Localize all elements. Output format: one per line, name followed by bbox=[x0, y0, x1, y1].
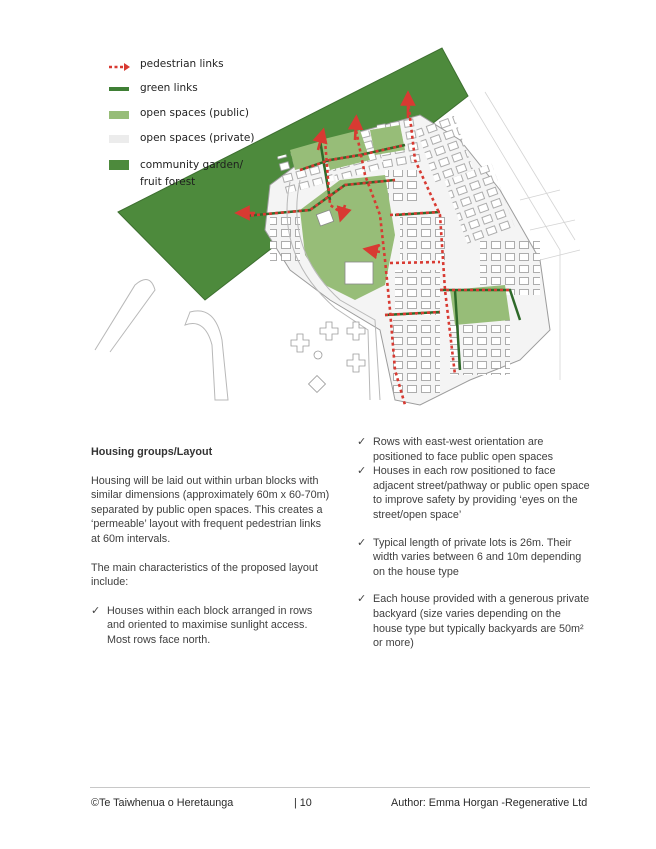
legend-swatches bbox=[109, 63, 130, 170]
section-heading: Housing groups/Layout bbox=[91, 446, 213, 458]
legend-green-links: green links bbox=[140, 82, 198, 94]
bullet-text: Houses within each block arranged in rows and oriented to maximise sunlight access. Most rows face north. bbox=[107, 604, 313, 646]
bullet-text: Typical length of private lots is 26m. Their width varies between 6 and 10m depending on the house type bbox=[373, 536, 582, 578]
site-plan-illustration bbox=[0, 0, 656, 420]
legend-fruit-forest: fruit forest bbox=[140, 176, 196, 188]
legend-pedestrian-links: pedestrian links bbox=[140, 58, 224, 70]
bullet-text: Rows with east-west orientation are positioned to face public open spaces bbox=[373, 436, 554, 463]
checkmark-icon: ✓ bbox=[357, 593, 367, 606]
characteristics-paragraph: The main characteristics of the proposed layout include: bbox=[91, 561, 318, 589]
footer-page-number: | 10 bbox=[294, 797, 312, 809]
bullet-item bbox=[357, 536, 592, 580]
checkmark-icon: ✓ bbox=[357, 436, 367, 448]
bullet-text: Each house provided with a generous private backyard (size varies depending on the house type but typically backyards are 50m² or more) bbox=[373, 593, 590, 650]
legend-community-garden: community garden/ bbox=[140, 159, 244, 171]
bullet-item bbox=[357, 435, 592, 464]
right-column bbox=[357, 435, 592, 651]
left-column bbox=[91, 445, 331, 648]
legend-open-spaces-private: open spaces (private) bbox=[140, 132, 255, 144]
bullet-item bbox=[357, 592, 592, 650]
cross-house-shapes bbox=[291, 322, 365, 392]
bullet-item bbox=[91, 604, 331, 648]
footer-author: Author: Emma Horgan -Regenerative Ltd bbox=[391, 797, 588, 809]
bullet-item bbox=[357, 464, 592, 522]
checkmark-icon: ✓ bbox=[91, 604, 101, 617]
checkmark-icon: ✓ bbox=[357, 465, 367, 478]
bullet-text: Houses in each row positioned to face adjacent street/pathway or public open space to improve safety by providing ‘eyes on the street/open space’ bbox=[373, 465, 590, 521]
footer-copyright: ©Te Taiwhenua o Heretaunga bbox=[91, 797, 234, 809]
footer-divider bbox=[90, 787, 590, 788]
checkmark-icon: ✓ bbox=[357, 536, 367, 549]
legend-open-spaces-public: open spaces (public) bbox=[140, 107, 249, 119]
intro-paragraph: Housing will be laid out within urban blocks with similar dimensions (approximately 60m x 60-70m) separated by public open spaces. This creates a ‘permeable’ layout with frequent pedestrian links at 60m intervals. bbox=[91, 474, 330, 545]
